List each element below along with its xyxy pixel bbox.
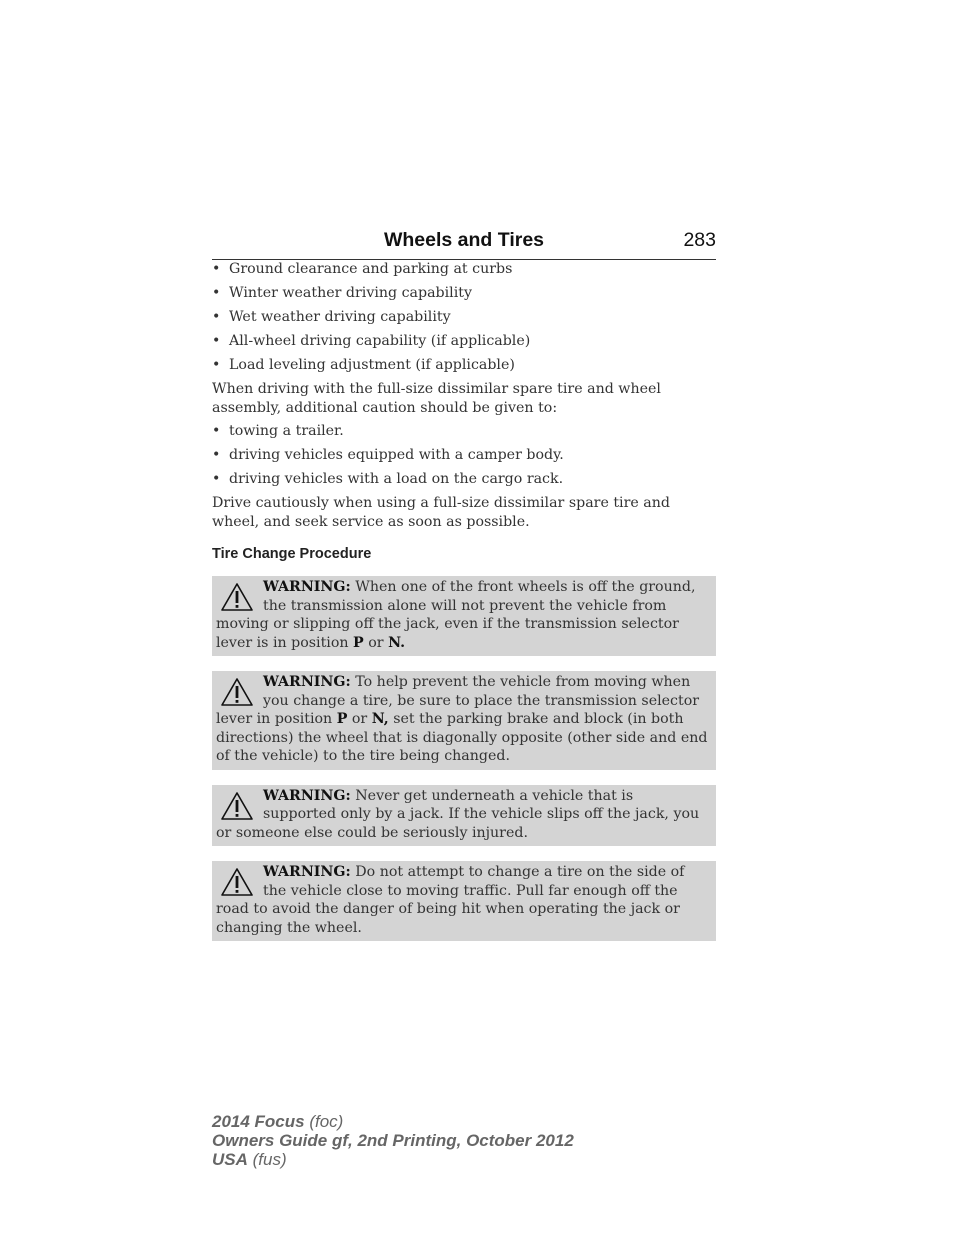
gear-n: N. xyxy=(388,634,406,651)
list-item: • driving vehicles equipped with a camper body. xyxy=(212,447,564,463)
warning-box xyxy=(212,861,716,941)
warning-label: WARNING: xyxy=(263,674,351,690)
warning-box xyxy=(212,576,716,656)
warning-text: To help prevent the vehicle from moving when you change a tire, be sure to place the transmission selector lever in position xyxy=(216,674,700,727)
list-item: • towing a trailer. xyxy=(212,423,344,439)
list-item: • Load leveling adjustment (if applicable) xyxy=(212,357,515,373)
page-footer xyxy=(212,1112,574,1169)
gear-p: P xyxy=(336,711,348,727)
warning-text: Do not attempt to change a tire on the side of the vehicle close to moving traffic. Pull far enough off the road to avoid the danger of being hit when operating the jack or changing the wheel. xyxy=(216,864,685,936)
list-item: • Ground clearance and parking at curbs xyxy=(212,261,513,277)
warning-label: WARNING: xyxy=(263,787,351,804)
footer-line xyxy=(212,1131,574,1150)
warning-text: When one of the front wheels is off the ground, the transmission alone will not prevent the vehicle from moving or slipping off the jack, even if the transmission selector lever is in position xyxy=(216,579,696,651)
warning-triangle-icon xyxy=(220,677,254,707)
warning-box xyxy=(212,671,716,770)
warning-text-or: or xyxy=(368,634,384,651)
body-text xyxy=(212,260,716,941)
warning-triangle-icon xyxy=(220,791,254,821)
warning-label: WARNING: xyxy=(263,579,351,595)
list-item: • All-wheel driving capability (if applicable) xyxy=(212,333,531,349)
paragraph: Drive cautiously when using a full-size dissimilar spare tire and wheel, and seek service as soon as possible. xyxy=(212,495,670,530)
paragraph: When driving with the full-size dissimilar spare tire and wheel assembly, additional caution should be given to: xyxy=(212,381,661,416)
warning-triangle-icon xyxy=(220,867,254,897)
caution-list xyxy=(212,422,716,494)
warning-text-or: or xyxy=(351,711,368,727)
footer-model-code: (foc) xyxy=(309,1112,344,1131)
page-number: 283 xyxy=(683,229,716,251)
footer-line xyxy=(212,1150,574,1169)
list-item: • Winter weather driving capability xyxy=(212,285,472,301)
footer-market: USA xyxy=(212,1150,248,1169)
capability-list xyxy=(212,260,716,380)
list-item: • driving vehicles with a load on the cargo rack. xyxy=(212,471,564,487)
footer-line xyxy=(212,1112,574,1131)
gear-n: N, xyxy=(371,711,389,727)
warning-text: Never get underneath a vehicle that is supported only by a jack. If the vehicle slips off the jack, you or someone else could be seriously injured. xyxy=(216,787,700,841)
page-header xyxy=(212,229,716,260)
chapter-title: Wheels and Tires xyxy=(383,229,545,251)
warning-text-tail: set the parking brake and block (in both directions) the wheel that is diagonally opposite (other side and end of the vehicle) to the tire being changed. xyxy=(216,711,708,764)
list-item: • Wet weather driving capability xyxy=(212,309,451,325)
warning-triangle-icon xyxy=(220,582,254,612)
footer-printing: Owners Guide gf, 2nd Printing, October 2012 xyxy=(212,1131,574,1150)
gear-p: P xyxy=(353,634,364,651)
page-content xyxy=(212,229,716,956)
warning-box xyxy=(212,785,716,847)
footer-market-code: (fus) xyxy=(252,1150,287,1169)
warning-label: WARNING: xyxy=(263,864,351,880)
footer-model: 2014 Focus xyxy=(212,1112,305,1131)
section-heading: Tire Change Procedure xyxy=(212,546,372,562)
